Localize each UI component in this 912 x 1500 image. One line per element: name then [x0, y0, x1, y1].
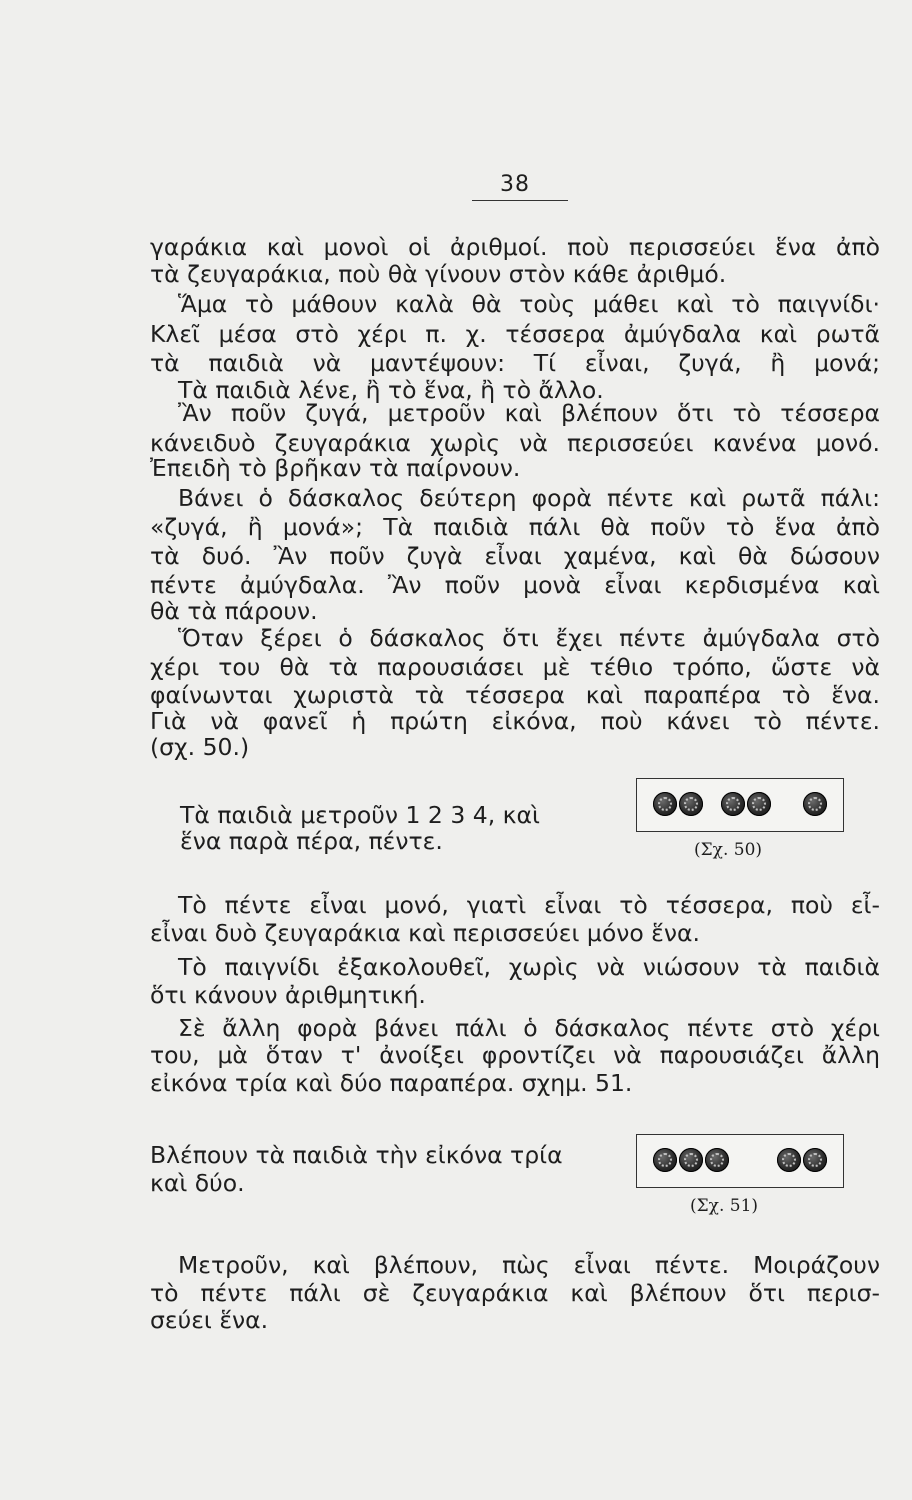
almond-dot	[653, 1148, 677, 1172]
text-line: «ζυγά, ἢ μονά»; Τὰ παιδιὰ πάλι θὰ ποῦν τὸ ἕνα ἀπὸ	[150, 513, 880, 541]
almond-dot	[747, 792, 771, 816]
text-line: Μετροῦν, καὶ βλέπουν, πὼς εἶναι πέντε. Μοιράζουν	[178, 1251, 880, 1279]
text-line: Κλεῖ μέσα στὸ χέρι π. χ. τέσσερα ἀμύγδαλα καὶ ρωτᾶ	[150, 320, 880, 348]
text-line: σεύει ἕνα.	[150, 1306, 269, 1334]
text-line: (σχ. 50.)	[150, 733, 250, 761]
almond-dot	[721, 792, 745, 816]
text-line: κάνειδυὸ ζευγαράκια χωρὶς νὰ περισσεύει κανένα μονό.	[150, 429, 880, 457]
text-line: Ἅμα τὸ μάθουν καλὰ θὰ τοὺς μάθει καὶ τὸ παιγνίδι·	[178, 290, 880, 318]
text-line: Γιὰ νὰ φανεῖ ἡ πρώτη εἰκόνα, ποὺ κάνει τὸ πέντε.	[150, 707, 880, 735]
text-line: τὰ παιδιὰ νὰ μαντέψουν: Τί εἶναι, ζυγά, ἢ μονά;	[150, 349, 880, 377]
text-line: τὰ ζευγαράκια, ποὺ θὰ γίνουν στὸν κάθε ἀριθμό.	[150, 260, 727, 288]
text-line: ὅτι κάνουν ἀριθμητική.	[150, 981, 426, 1009]
text-line: Ὅταν ξέρει ὁ δάσκαλος ὅτι ἔχει πέντε ἀμύγδαλα στὸ	[178, 624, 880, 652]
text-line: πέντε ἀμύγδαλα. Ἂν ποῦν μονὰ εἶναι κερδισμένα καὶ	[150, 571, 880, 599]
figure-51-caption: (Σχ. 51)	[690, 1196, 759, 1216]
text-line: τὸ πέντε πάλι σὲ ζευγαράκια καὶ βλέπουν ὅτι περισ-	[150, 1279, 880, 1307]
text-line: Βάνει ὁ δάσκαλος δεύτερη φορὰ πέντε καὶ ρωτᾶ πάλι:	[178, 484, 880, 512]
text-line: Τὰ παιδιὰ λένε, ἢ τὸ ἕνα, ἢ τὸ ἄλλο.	[178, 376, 604, 404]
text-line: εἰκόνα τρία καὶ δύο παραπέρα. σχημ. 51.	[150, 1069, 633, 1097]
page-number: 38	[500, 172, 530, 197]
almond-dot	[705, 1148, 729, 1172]
text-line: του, μὰ ὅταν τ' ἀνοίξει φροντίζει νὰ παρουσιάζει ἄλλη	[150, 1041, 880, 1069]
text-line: τὰ δυό. Ἂν ποῦν ζυγὰ εἶναι χαμένα, καὶ θὰ δώσουν	[150, 542, 880, 570]
figure-50-box	[636, 778, 844, 832]
text-line: Σὲ ἄλλη φορὰ βάνει πάλι ὁ δάσκαλος πέντε στὸ χέρι	[178, 1014, 880, 1042]
almond-dot	[803, 792, 827, 816]
text-line: εἶναι δυὸ ζευγαράκια καὶ περισσεύει μόνο ἕνα.	[150, 919, 700, 947]
figure-51-box	[636, 1134, 844, 1188]
figure-50-caption: (Σχ. 50)	[694, 840, 763, 860]
almond-dot	[653, 792, 677, 816]
almond-dot	[679, 792, 703, 816]
text-line: Τὸ παιγνίδι ἐξακολουθεῖ, χωρὶς νὰ νιώσουν τὰ παιδιὰ	[178, 953, 880, 981]
text-line: γαράκια καὶ μονοὶ οἱ ἀριθμοί. ποὺ περισσεύει ἕνα ἀπὸ	[150, 233, 880, 261]
text-line: Ἐπειδὴ τὸ βρῆκαν τὰ παίρνουν.	[150, 454, 521, 482]
figure-51-text: Βλέπουν τὰ παιδιὰ τὴν εἰκόνα τρία	[150, 1141, 563, 1169]
text-line: φαίνωνται χωριστὰ τὰ τέσσερα καὶ παραπέρα τὸ ἕνα.	[150, 681, 880, 709]
almond-dot	[777, 1148, 801, 1172]
figure-50-text: Τὰ παιδιὰ μετροῦν 1 2 3 4, καὶ	[180, 801, 540, 829]
text-line: Τὸ πέντε εἶναι μονό, γιατὶ εἶναι τὸ τέσσερα, ποὺ εἶ-	[178, 891, 880, 919]
almond-dot	[803, 1148, 827, 1172]
figure-50-text: ἕνα παρὰ πέρα, πέντε.	[180, 827, 443, 855]
almond-dot	[679, 1148, 703, 1172]
page-number-rule	[472, 200, 568, 201]
text-line: θὰ τὰ πάρουν.	[150, 597, 318, 625]
figure-51-text: καὶ δύο.	[150, 1169, 245, 1197]
text-line: Ἂν ποῦν ζυγά, μετροῦν καὶ βλέπουν ὅτι τὸ τέσσερα	[178, 399, 880, 427]
text-line: χέρι του θὰ τὰ παρουσιάσει μὲ τέθιο τρόπο, ὥστε νὰ	[150, 653, 880, 681]
